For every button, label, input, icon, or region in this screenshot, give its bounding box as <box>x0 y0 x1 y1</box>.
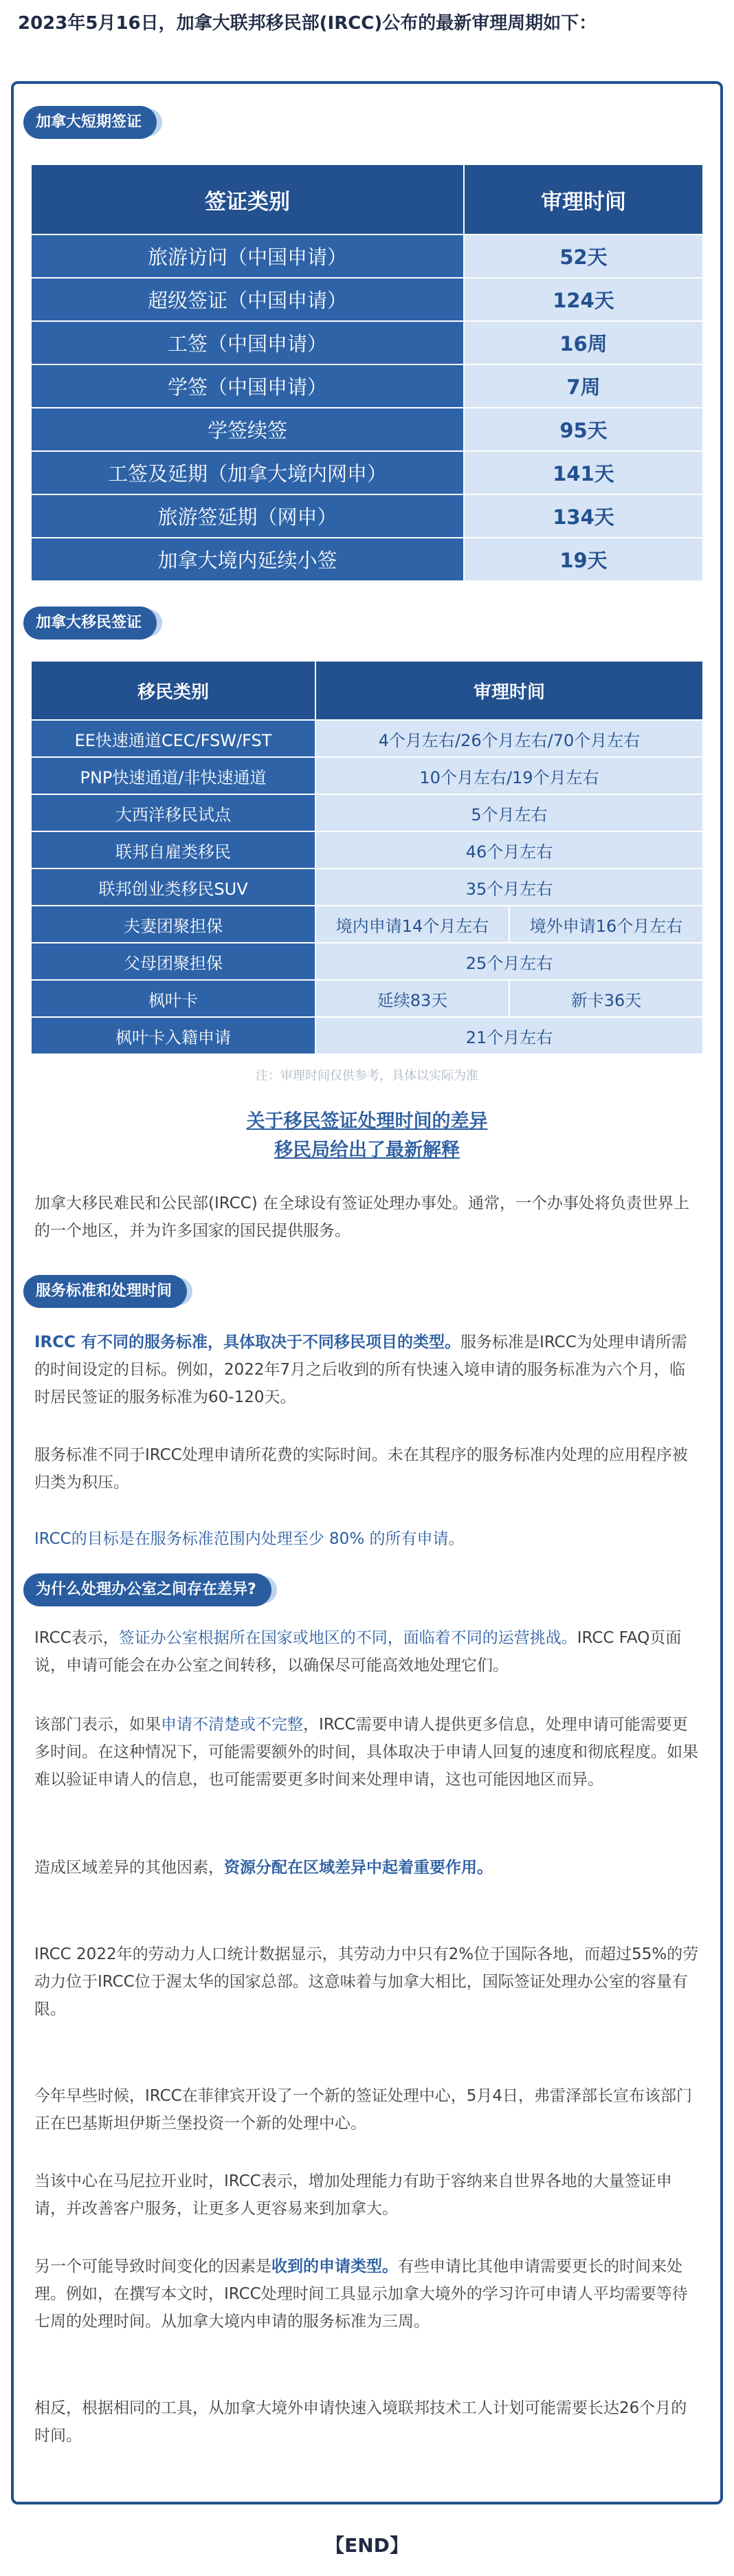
visa-type-cell: 学签（中国申请） <box>31 364 464 408</box>
section-tag-short-term-visa: 加拿大短期签证 <box>23 106 157 139</box>
body-text: IRCC表示， <box>34 1629 119 1647</box>
visa-type-cell: 旅游访问（中国申请） <box>31 234 464 278</box>
table-row <box>31 408 703 451</box>
highlight-text: 签证办公室根据所在国家或地区的不同， <box>118 1629 403 1647</box>
immigration-type-cell: 联邦自雇类移民 <box>31 831 315 869</box>
visa-type-cell: 旅游签延期（网申） <box>31 494 464 538</box>
immigration-type-cell: 枫叶卡 <box>31 980 315 1017</box>
section-tag-office-differences: 为什么处理办公室之间存在差异? <box>23 1573 271 1606</box>
processing-time-cell: 7周 <box>464 364 703 408</box>
processing-time-cell: 25个月左右 <box>315 943 703 980</box>
processing-time-cell: 4个月左右/26个月左右/70个月左右 <box>315 720 703 757</box>
immigration-type-cell: PNP快速通道/非快速通道 <box>31 757 315 794</box>
table-footnote: 注：审理时间仅供参考，具体以实际为准 <box>256 1069 478 1083</box>
table-row <box>31 278 703 321</box>
paragraph <box>34 1711 701 1793</box>
highlight-text: 收到的申请类型。 <box>271 2258 398 2275</box>
section-tag-immigration-visa: 加拿大移民签证 <box>23 607 157 640</box>
intro-text: 2023年5月16日，加拿大联邦移民部(IRCC)公布的最新审理周期如下： <box>18 13 597 34</box>
table-row <box>31 364 703 408</box>
body-text: 造成区域差异的其他因素， <box>34 1859 224 1877</box>
visa-type-cell: 超级签证（中国申请） <box>31 278 464 321</box>
headline-line-2: 移民局给出了最新解释 <box>274 1139 460 1161</box>
body-text: 另一个可能导致时间变化的因素是 <box>34 2258 271 2275</box>
paragraph: IRCC 2022年的劳动力人口统计数据显示，其劳动力中只有2%位于国际各地，而超过55%的劳动力位于IRCC位于渥太华的国家总部。这意味着与加拿大相比，国际签证处理办公室的容量有限。 <box>34 1945 699 2018</box>
immigration-type-cell: 大西洋移民试点 <box>31 794 315 831</box>
paragraph: 当该中心在马尼拉开业时，IRCC表示，增加处理能力有助于容纳来自世界各地的大量签证申请，并改善客户服务，让更多人更容易来到加拿大。 <box>34 2172 672 2218</box>
table-row <box>31 1017 703 1054</box>
header-visa-type: 签证类别 <box>31 164 464 234</box>
processing-time-cell: 141天 <box>464 451 703 494</box>
immigration-type-cell: 父母团聚担保 <box>31 943 315 980</box>
processing-time-cell: 124天 <box>464 278 703 321</box>
highlight-text: IRCC 有不同的服务标准，具体取决于不同移民项目的类型。 <box>34 1333 461 1351</box>
paragraph: IRCC的目标是在服务标准范围内处理至少 80% 的所有申请。 <box>34 1530 465 1548</box>
processing-time-cell: 新卡36天 <box>509 980 703 1017</box>
processing-time-cell: 134天 <box>464 494 703 538</box>
paragraph: 服务标准不同于IRCC处理申请所花费的实际时间。未在其程序的服务标准内处理的应用程序被归类为积压。 <box>34 1446 688 1492</box>
paragraph: 加拿大移民难民和公民部(IRCC) 在全球设有签证处理办事处。通常，一个办事处将负责世界上的一个地区，并为许多国家的国民提供服务。 <box>34 1194 689 1240</box>
header-processing-time: 审理时间 <box>315 661 703 720</box>
processing-time-cell: 46个月左右 <box>315 831 703 869</box>
table-header-row <box>31 661 703 720</box>
headline-line-1: 关于移民签证处理时间的差异 <box>246 1111 488 1132</box>
table-row <box>31 757 703 794</box>
visa-type-cell: 学签续签 <box>31 408 464 451</box>
paragraph <box>34 2253 701 2335</box>
body-text: IRCC FAQ页面说，申请可能会在办公室之间转移，以确保尽可能高效地处理它们。 <box>34 1629 682 1674</box>
immigration-type-cell: EE快速通道CEC/FSW/FST <box>31 720 315 757</box>
paragraph <box>34 1624 701 1679</box>
table-header-row <box>31 164 703 234</box>
processing-time-cell: 5个月左右 <box>315 794 703 831</box>
body-text: 服务标准是IRCC为处理申请所需的时间设定的目标。例如，2022年7月之后收到的所有快速入境申请的服务标准为六个月，临时居民签证的服务标准为60-120天。 <box>34 1333 687 1406</box>
table-row <box>31 906 703 943</box>
short-term-visa-table <box>30 164 704 582</box>
table-row <box>31 943 703 980</box>
highlight-text: 申请不清楚或不完整 <box>161 1716 303 1734</box>
processing-time-cell: 10个月左右/19个月左右 <box>315 757 703 794</box>
processing-time-cell: 95天 <box>464 408 703 451</box>
processing-time-cell: 境内申请14个月左右 <box>315 906 509 943</box>
processing-time-cell: 19天 <box>464 538 703 581</box>
end-marker: 【END】 <box>325 2534 409 2557</box>
immigration-type-cell: 夫妻团聚担保 <box>31 906 315 943</box>
table-row <box>31 720 703 757</box>
paragraph: 相反，根据相同的工具，从加拿大境外申请快速入境联邦技术工人计划可能需要长达26个月的时间。 <box>34 2399 687 2445</box>
article-headline <box>14 1107 720 1165</box>
immigration-type-cell: 联邦创业类移民SUV <box>31 869 315 906</box>
processing-time-cell: 境外申请16个月左右 <box>509 906 703 943</box>
immigration-type-cell: 枫叶卡入籍申请 <box>31 1017 315 1054</box>
table-row <box>31 794 703 831</box>
paragraph <box>34 1854 701 1881</box>
table-row <box>31 494 703 538</box>
body-text: 有些申请比其他申请需要更长的时间来处理。例如，在撰写本文时，IRCC处理时间工具显示加拿大境外的学习许可申请人平均需要等待七周的处理时间。从加拿大境内申请的服务标准为三周。 <box>34 2258 688 2331</box>
table-row <box>31 869 703 906</box>
table-row <box>31 451 703 494</box>
table-row <box>31 831 703 869</box>
processing-time-cell: 35个月左右 <box>315 869 703 906</box>
paragraph: 今年早些时候，IRCC在菲律宾开设了一个新的签证处理中心，5月4日，弗雷泽部长宣布该部门正在巴基斯坦伊斯兰堡投资一个新的处理中心。 <box>34 2087 693 2132</box>
processing-time-cell: 16周 <box>464 321 703 364</box>
highlight-text: 资源分配在区域差异中起着重要作用。 <box>224 1859 493 1877</box>
table-row <box>31 321 703 364</box>
processing-time-cell: 延续83天 <box>315 980 509 1017</box>
processing-time-cell: 52天 <box>464 234 703 278</box>
visa-type-cell: 工签（中国申请） <box>31 321 464 364</box>
immigration-visa-table <box>30 660 704 1055</box>
header-processing-time: 审理时间 <box>464 164 703 234</box>
highlight-text: 面临着不同的运营挑战。 <box>403 1629 577 1647</box>
visa-type-cell: 加拿大境内延续小签 <box>31 538 464 581</box>
visa-type-cell: 工签及延期（加拿大境内网申） <box>31 451 464 494</box>
table-row <box>31 234 703 278</box>
table-row <box>31 538 703 581</box>
content-card <box>11 81 723 2504</box>
section-tag-service-standards: 服务标准和处理时间 <box>23 1275 187 1308</box>
paragraph <box>34 1329 701 1411</box>
processing-time-cell: 21个月左右 <box>315 1017 703 1054</box>
header-immigration-type: 移民类别 <box>31 661 315 720</box>
table-row <box>31 980 703 1017</box>
body-text: 该部门表示，如果 <box>34 1716 161 1734</box>
body-text: ，IRCC需要申请人提供更多信息，处理申请可能需要更多时间。在这种情况下，可能需要额外的时间，具体取决于申请人回复的速度和彻底程度。如果难以验证申请人的信息，也可能需要更多时间来处理申请，这也可能因地区而异。 <box>34 1716 698 1789</box>
